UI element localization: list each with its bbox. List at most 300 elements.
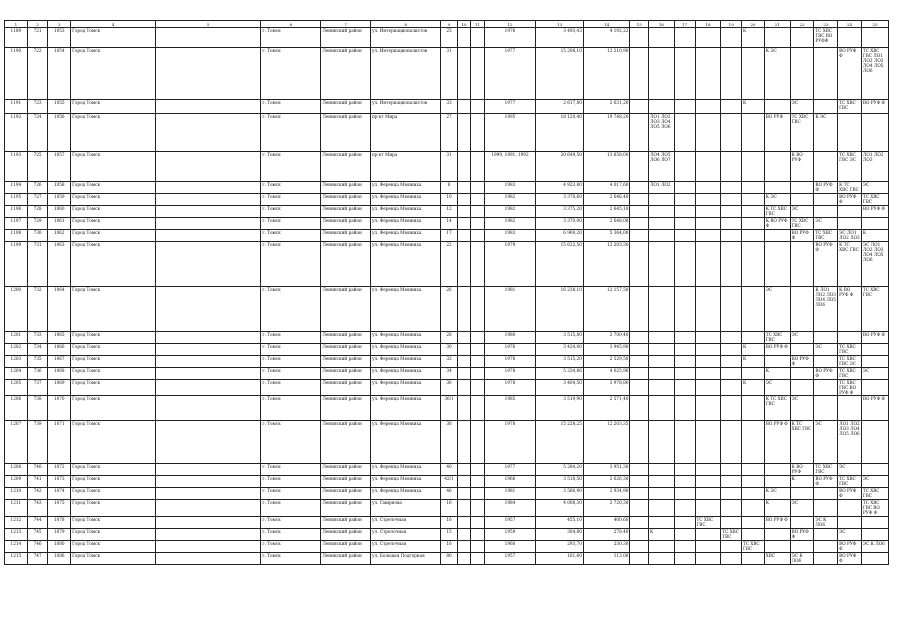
cell-col-18 [695, 396, 721, 421]
cell-col-17 [674, 553, 695, 565]
cell-col-11 [471, 368, 484, 380]
cell-col-1: 1198 [5, 230, 28, 242]
cell-col-25 [861, 344, 888, 356]
cell-col-12: 1983 [484, 182, 536, 194]
cell-col-20: К [742, 380, 765, 396]
cell-col-21: К ЭС [764, 488, 790, 500]
cell-col-9: 28 [441, 332, 458, 344]
cell-col-5 [155, 242, 260, 287]
cell-col-24 [838, 28, 862, 48]
cell-col-24: ЭС [838, 464, 862, 476]
cell-col-18 [695, 553, 721, 565]
cell-col-8: ул. Ференца Мюнниха [370, 356, 440, 368]
cell-col-18 [695, 206, 721, 218]
cell-col-22 [790, 541, 814, 553]
cell-col-24: К ВО РУФ Ф [838, 287, 862, 332]
cell-col-23 [814, 100, 838, 114]
cell-col-4: Город Томск [71, 421, 156, 464]
column-number-9: 9 [441, 21, 458, 28]
cell-col-12: 1980 [484, 332, 536, 344]
cell-col-12: 1995 [484, 114, 536, 152]
cell-col-16: ЛО4 ЛО5 ЛО6 ЛО7 [649, 152, 675, 182]
cell-col-13: 293,70 [536, 541, 584, 553]
cell-col-16 [649, 541, 675, 553]
cell-col-8: ул. Стрелочная [370, 517, 440, 529]
cell-col-3: 1072 [48, 464, 71, 476]
table-row [5, 421, 889, 464]
cell-col-13: 161,60 [536, 553, 584, 565]
cell-col-17 [674, 206, 695, 218]
cell-col-1: 1196 [5, 206, 28, 218]
table-row [5, 464, 889, 476]
cell-col-16 [649, 218, 675, 230]
column-number-14: 14 [583, 21, 630, 28]
cell-col-6: г. Томск [261, 396, 321, 421]
cell-col-19 [721, 500, 742, 517]
cell-col-14: 2 648,00 [583, 218, 630, 230]
cell-col-15 [630, 529, 649, 541]
cell-col-20: ТС ХВС ГВС [742, 541, 765, 553]
cell-col-16 [649, 48, 675, 100]
cell-col-15 [630, 48, 649, 100]
cell-col-18 [695, 541, 721, 553]
cell-col-24: ТС ХВС ГВС [838, 476, 862, 488]
cell-col-6: г. Томск [261, 218, 321, 230]
cell-col-23 [814, 396, 838, 421]
cell-col-16 [649, 396, 675, 421]
cell-col-23 [814, 152, 838, 182]
column-number-19: 19 [721, 21, 742, 28]
cell-col-13: 16 238,10 [536, 287, 584, 332]
cell-col-19 [721, 287, 742, 332]
cell-col-22: ЭС [790, 100, 814, 114]
cell-col-19 [721, 332, 742, 344]
cell-col-11 [471, 380, 484, 396]
cell-col-17 [674, 529, 695, 541]
table-row [5, 194, 889, 206]
cell-col-10 [457, 242, 470, 287]
cell-col-5 [155, 396, 260, 421]
cell-col-13: 15 206,10 [536, 48, 584, 100]
cell-col-15 [630, 396, 649, 421]
cell-col-21: ЭС [764, 380, 790, 396]
cell-col-3: 1074 [48, 488, 71, 500]
cell-col-10 [457, 421, 470, 464]
cell-col-23 [814, 356, 838, 368]
cell-col-24: ТС ХВС ГВС [838, 368, 862, 380]
cell-col-19 [721, 541, 742, 553]
cell-col-10 [457, 488, 470, 500]
cell-col-15 [630, 368, 649, 380]
cell-col-12: 1959 [484, 529, 536, 541]
cell-col-17 [674, 332, 695, 344]
cell-col-17 [674, 28, 695, 48]
cell-col-9: 25 [441, 28, 458, 48]
cell-col-21 [764, 464, 790, 476]
cell-col-21: К [764, 368, 790, 380]
cell-col-7: Ленинский район [321, 476, 371, 488]
cell-col-17 [674, 541, 695, 553]
cell-col-7: Ленинский район [321, 464, 371, 476]
cell-col-8: ул. Ференца Мюнниха [370, 344, 440, 356]
cell-col-8: ул. Ференца Мюнниха [370, 194, 440, 206]
cell-col-10 [457, 529, 470, 541]
cell-col-21: К ЭС [764, 48, 790, 100]
cell-col-24 [838, 218, 862, 230]
cell-col-3: 1073 [48, 476, 71, 488]
cell-col-19 [721, 152, 742, 182]
cell-col-11 [471, 152, 484, 182]
column-number-7: 7 [321, 21, 371, 28]
cell-col-17 [674, 194, 695, 206]
cell-col-16 [649, 553, 675, 565]
cell-col-6: г. Томск [261, 287, 321, 332]
cell-col-1: 1213 [5, 529, 28, 541]
cell-col-12: 1981 [484, 287, 536, 332]
cell-col-3: 1086 [48, 553, 71, 565]
column-number-25: 25 [861, 21, 888, 28]
cell-col-11 [471, 182, 484, 194]
column-number-23: 23 [814, 21, 838, 28]
cell-col-5 [155, 206, 260, 218]
cell-col-9: 42/1 [441, 476, 458, 488]
cell-col-20 [742, 368, 765, 380]
cell-col-2: 729 [27, 218, 48, 230]
cell-col-4: Город Томск [71, 182, 156, 194]
cell-col-23: ЭС [814, 421, 838, 464]
cell-col-12: 1977 [484, 48, 536, 100]
column-number-21: 21 [764, 21, 790, 28]
column-number-1: 1 [5, 21, 28, 28]
column-number-row [5, 21, 889, 28]
cell-col-2: 737 [27, 380, 48, 396]
table-row [5, 488, 889, 500]
cell-col-14: 12 203,35 [583, 421, 630, 464]
cell-col-8: ул. Ференца Мюнниха [370, 380, 440, 396]
cell-col-12: 1982 [484, 194, 536, 206]
cell-col-6: г. Томск [261, 152, 321, 182]
cell-col-24: ЛО1 ЛО2 ЛО3 ЛО4 ЛО5 ЛО6 [838, 421, 862, 464]
cell-col-19 [721, 476, 742, 488]
cell-col-5 [155, 421, 260, 464]
cell-col-6: г. Томск [261, 332, 321, 344]
cell-col-19 [721, 206, 742, 218]
cell-col-24: К ТС ХВС ГВС [838, 242, 862, 287]
cell-col-8: ул. Стрелочная [370, 541, 440, 553]
table-row [5, 517, 889, 529]
cell-col-4: Город Томск [71, 48, 156, 100]
cell-col-9: 32 [441, 356, 458, 368]
cell-col-20 [742, 488, 765, 500]
cell-col-25: ТС ХВС ГВС [861, 488, 888, 500]
column-number-3: 3 [48, 21, 71, 28]
cell-col-17 [674, 182, 695, 194]
cell-col-9: 31 [441, 152, 458, 182]
cell-col-9: 38 [441, 421, 458, 464]
cell-col-23 [814, 541, 838, 553]
cell-col-10 [457, 476, 470, 488]
cell-col-9: 30 [441, 344, 458, 356]
cell-col-10 [457, 28, 470, 48]
cell-col-25: К [861, 230, 888, 242]
cell-col-19 [721, 464, 742, 476]
cell-col-10 [457, 368, 470, 380]
cell-col-8: ул. Смирнова [370, 500, 440, 517]
cell-col-17 [674, 152, 695, 182]
cell-col-13: 455,10 [536, 517, 584, 529]
cell-col-21 [764, 28, 790, 48]
cell-col-11 [471, 242, 484, 287]
cell-col-7: Ленинский район [321, 344, 371, 356]
cell-col-20 [742, 230, 765, 242]
cell-col-23: ТС ХВС ГВС [814, 464, 838, 476]
cell-col-2: 731 [27, 242, 48, 287]
cell-col-18 [695, 380, 721, 396]
cell-col-17 [674, 48, 695, 100]
cell-col-22: ЭС [790, 206, 814, 218]
cell-col-3: 1069 [48, 380, 71, 396]
cell-col-3: 1078 [48, 517, 71, 529]
cell-col-19 [721, 100, 742, 114]
cell-col-5 [155, 28, 260, 48]
cell-col-6: г. Томск [261, 356, 321, 368]
cell-col-22 [790, 287, 814, 332]
cell-col-2: 723 [27, 100, 48, 114]
cell-col-23: К ЛО1 ЛО2 ЛО3 ЛО4 ЛО5 ЛО6 [814, 287, 838, 332]
cell-col-13: 5 234,86 [536, 368, 584, 380]
cell-col-1: 1209 [5, 476, 28, 488]
cell-col-8: ул. Интернационалистов [370, 100, 440, 114]
cell-col-14: 2 626,30 [583, 476, 630, 488]
cell-col-11 [471, 48, 484, 100]
cell-col-11 [471, 517, 484, 529]
cell-col-15 [630, 100, 649, 114]
cell-col-21 [764, 356, 790, 368]
cell-col-6: г. Томск [261, 194, 321, 206]
cell-col-11 [471, 218, 484, 230]
cell-col-6: г. Томск [261, 368, 321, 380]
cell-col-14: 12 157,50 [583, 287, 630, 332]
cell-col-20 [742, 182, 765, 194]
cell-col-12: 1978 [484, 368, 536, 380]
cell-col-23: ВО РУФ Ф [814, 368, 838, 380]
cell-col-5 [155, 48, 260, 100]
cell-col-18 [695, 344, 721, 356]
cell-col-9: 36 [441, 380, 458, 396]
cell-col-10 [457, 48, 470, 100]
cell-col-25 [861, 356, 888, 368]
column-number-5: 5 [155, 21, 260, 28]
cell-col-18 [695, 152, 721, 182]
cell-col-2: 722 [27, 48, 48, 100]
column-number-8: 8 [370, 21, 440, 28]
cell-col-20 [742, 517, 765, 529]
cell-col-9: 26 [441, 287, 458, 332]
cell-col-9: 34 [441, 368, 458, 380]
cell-col-4: Город Томск [71, 332, 156, 344]
cell-col-22 [790, 488, 814, 500]
table-row [5, 396, 889, 421]
cell-col-9: 10 [441, 194, 458, 206]
cell-col-5 [155, 488, 260, 500]
cell-col-3: 1080 [48, 541, 71, 553]
cell-col-5 [155, 529, 260, 541]
cell-col-1: 1193 [5, 152, 28, 182]
cell-col-17 [674, 100, 695, 114]
cell-col-25 [861, 464, 888, 476]
cell-col-25: ВО РУФ Ф [861, 206, 888, 218]
cell-col-15 [630, 182, 649, 194]
cell-col-24 [838, 500, 862, 517]
cell-col-25 [861, 28, 888, 48]
cell-col-25: ВО РУФ Ф [861, 100, 888, 114]
cell-col-22: К ВО РУФ [790, 152, 814, 182]
cell-col-8: ул. Интернационалистов [370, 28, 440, 48]
cell-col-8: пр-кт Мира [370, 114, 440, 152]
cell-col-2: 735 [27, 356, 48, 368]
cell-col-11 [471, 421, 484, 464]
cell-col-24: ЭС ЛО1 ЛО2 ЛО3 [839, 230, 860, 240]
cell-col-13: 15 228,25 [536, 421, 584, 464]
cell-col-19 [721, 421, 742, 464]
cell-col-14: 2 720,30 [583, 500, 630, 517]
cell-col-24: ТС ХВС ГВС ЭС [838, 152, 862, 182]
cell-col-20 [742, 421, 765, 464]
cell-col-22 [790, 194, 814, 206]
cell-col-8: ул. Ференца Мюнниха [370, 218, 440, 230]
cell-col-5 [155, 517, 260, 529]
cell-col-3: 1061 [48, 218, 71, 230]
cell-col-22: К ВО РУФ [790, 464, 814, 476]
cell-col-7: Ленинский район [321, 242, 371, 287]
cell-col-6: г. Томск [261, 380, 321, 396]
cell-col-14: 2 631,20 [583, 100, 630, 114]
table-row [5, 529, 889, 541]
cell-col-17 [674, 114, 695, 152]
cell-col-15 [630, 194, 649, 206]
cell-col-21: К [764, 500, 790, 517]
cell-col-7: Ленинский район [321, 356, 371, 368]
cell-col-16: К [649, 529, 675, 541]
cell-col-7: Ленинский район [321, 541, 371, 553]
cell-col-8: ул. Ференца Мюнниха [370, 182, 440, 194]
cell-col-9: 16 [441, 517, 458, 529]
cell-col-23 [814, 194, 838, 206]
cell-col-22: ТС ХВС ГВС [790, 218, 814, 230]
cell-col-10 [457, 152, 470, 182]
cell-col-7: Ленинский район [321, 28, 371, 48]
cell-col-14: 2 646,40 [583, 194, 630, 206]
cell-col-17 [674, 380, 695, 396]
cell-col-18 [695, 356, 721, 368]
cell-col-4: Город Томск [71, 194, 156, 206]
cell-col-21 [764, 230, 790, 242]
cell-col-8: ул. Ференца Мюнниха [370, 332, 440, 344]
cell-col-15 [630, 287, 649, 332]
cell-col-17 [674, 464, 695, 476]
cell-col-19 [721, 48, 742, 100]
cell-col-21: ХВС [764, 553, 790, 565]
cell-col-25: ВО РУФ Ф [861, 396, 888, 421]
cell-col-3: 1053 [48, 28, 71, 48]
cell-col-22: ЭС [790, 396, 814, 421]
cell-col-7: Ленинский район [321, 206, 371, 218]
cell-col-25: ЭС [861, 476, 888, 488]
cell-col-23 [814, 488, 838, 500]
cell-col-19 [721, 28, 742, 48]
cell-col-10 [457, 206, 470, 218]
cell-col-12: 1978 [484, 380, 536, 396]
cell-col-12: 1984 [484, 500, 536, 517]
cell-col-1: 1195 [5, 194, 28, 206]
cell-col-20 [742, 194, 765, 206]
cell-col-13: 3 424,00 [536, 344, 584, 356]
cell-col-10 [457, 114, 470, 152]
cell-col-2: 743 [27, 500, 48, 517]
cell-col-25: ЭС ЛО1 ЛО2 ЛО3 ЛО4 ЛО5 ЛО6 [861, 242, 888, 287]
cell-col-14: 3 945,90 [583, 344, 630, 356]
cell-col-13: 20 649,50 [536, 152, 584, 182]
cell-col-13: 5 284,20 [536, 464, 584, 476]
cell-col-11 [471, 332, 484, 344]
cell-col-18 [695, 500, 721, 517]
cell-col-2: 734 [27, 344, 48, 356]
cell-col-24 [838, 517, 862, 529]
cell-col-4: Город Томск [71, 368, 156, 380]
cell-col-4: Город Томск [71, 380, 156, 396]
cell-col-14: 19 748,20 [583, 114, 630, 152]
cell-col-23 [814, 380, 838, 396]
cell-col-20 [742, 332, 765, 344]
table-row [5, 356, 889, 368]
cell-col-7: Ленинский район [321, 48, 371, 100]
cell-col-5 [155, 368, 260, 380]
cell-col-7: Ленинский район [321, 332, 371, 344]
cell-col-12: 1982 [484, 218, 536, 230]
column-number-24: 24 [838, 21, 862, 28]
cell-col-5 [155, 356, 260, 368]
cell-col-4: Город Томск [71, 464, 156, 476]
cell-col-7: Ленинский район [321, 152, 371, 182]
cell-col-15 [630, 380, 649, 396]
cell-col-23 [814, 332, 838, 344]
table-row [5, 344, 889, 356]
cell-col-25: ЭС [861, 182, 888, 194]
cell-col-4: Город Томск [71, 553, 156, 565]
cell-col-5 [155, 287, 260, 332]
cell-col-10 [457, 464, 470, 476]
cell-col-21 [764, 541, 790, 553]
cell-col-22: К [790, 476, 814, 488]
cell-col-18 [695, 476, 721, 488]
cell-col-2: 741 [27, 476, 48, 488]
cell-col-4: Город Томск [71, 206, 156, 218]
cell-col-25: ЭС [861, 368, 888, 380]
cell-col-3: 1057 [48, 152, 71, 182]
cell-col-19 [721, 344, 742, 356]
cell-col-24: ТС ХВС ГВС ВО РУФ Ф [838, 380, 862, 396]
cell-col-6: г. Томск [261, 48, 321, 100]
cell-col-12: 1990, 1991, 1992 [484, 152, 536, 182]
cell-col-25 [861, 529, 888, 541]
cell-col-24: ВО РУФ Ф [838, 553, 862, 565]
cell-col-21 [764, 529, 790, 541]
cell-col-11 [471, 230, 484, 242]
cell-col-7: Ленинский район [321, 100, 371, 114]
cell-col-5 [155, 500, 260, 517]
cell-col-1: 1214 [5, 541, 28, 553]
cell-col-17 [674, 242, 695, 287]
